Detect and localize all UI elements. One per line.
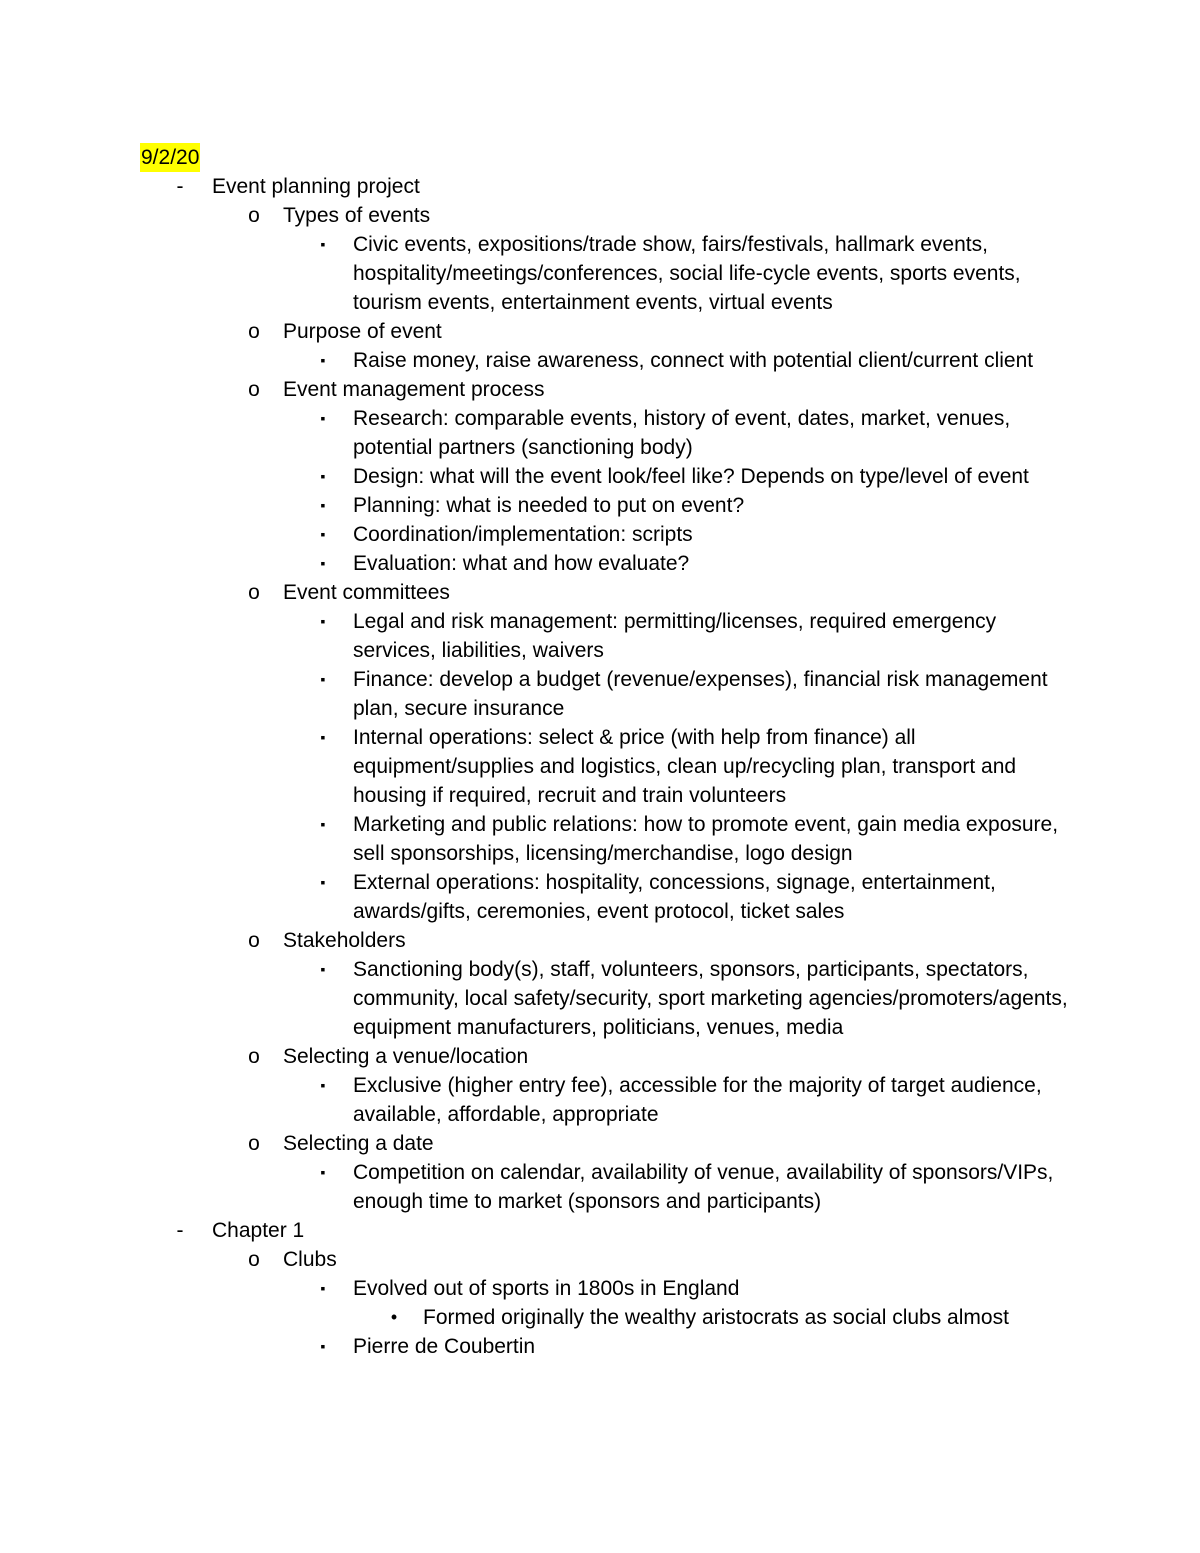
outline-item-text: Event planning project <box>212 175 420 198</box>
outline-item-text: Types of events <box>283 204 431 227</box>
outline-item-text: Evolved out of sports in 1800s in England <box>353 1277 740 1300</box>
outline-item-level-2 <box>0 1129 1200 1158</box>
outline-item-level-2 <box>0 201 1200 230</box>
outline-item-level-3 <box>0 1332 1200 1361</box>
outline-item-text: Finance: develop a budget (revenue/expenses), financial risk management plan, secure insurance <box>353 668 1048 720</box>
outline-item-level-2 <box>0 375 1200 404</box>
outline-item-level-3 <box>0 404 1200 462</box>
outline-item-text: Competition on calendar, availability of venue, availability of sponsors/VIPs, enough time to market (sponsors and participants) <box>353 1161 1054 1213</box>
outline-item-level-2 <box>0 1245 1200 1274</box>
bullet-marker: ▪ <box>320 961 326 977</box>
outline-item-level-3 <box>0 868 1200 926</box>
outline-item-level-3 <box>0 607 1200 665</box>
bullet-marker: ▪ <box>320 1077 326 1093</box>
bullet-marker: o <box>248 1248 260 1271</box>
outline-item-level-3 <box>0 491 1200 520</box>
outline-item-text: Pierre de Coubertin <box>353 1335 536 1358</box>
bullet-marker: ▪ <box>320 236 326 252</box>
outline-item-level-3 <box>0 462 1200 491</box>
outline-item-text: Coordination/implementation: scripts <box>353 523 693 546</box>
outline-item-text: External operations: hospitality, concessions, signage, entertainment, awards/gifts, ceremonies, event protocol, ticket sales <box>353 871 996 923</box>
bullet-marker: ▪ <box>320 352 326 368</box>
bullet-marker: o <box>248 204 260 227</box>
outline-item-text: Evaluation: what and how evaluate? <box>353 552 690 575</box>
outline-item-level-2 <box>0 317 1200 346</box>
bullet-marker: ▪ <box>320 1164 326 1180</box>
bullet-marker: o <box>248 320 260 343</box>
outline-item-text: Selecting a venue/location <box>283 1045 529 1068</box>
outline-item-text: Research: comparable events, history of event, dates, market, venues, potential partners (sanctioning body) <box>353 407 1011 459</box>
bullet-marker: ▪ <box>320 497 326 513</box>
bullet-marker: o <box>248 378 260 401</box>
outline-item-text: Civic events, expositions/trade show, fairs/festivals, hallmark events, hospitality/meetings/conferences, social life-cycle events, sports events, tourism events, entertainment events, virtual events <box>353 233 1021 314</box>
outline-item-level-3 <box>0 346 1200 375</box>
outline-item-text: Stakeholders <box>283 929 406 952</box>
outline-item-level-3 <box>0 1274 1200 1303</box>
outline-item-level-2 <box>0 1042 1200 1071</box>
outline-item-text: Event management process <box>283 378 545 401</box>
outline-item-text: Clubs <box>283 1248 337 1271</box>
outline-item-text: Raise money, raise awareness, connect with potential client/current client <box>353 349 1034 372</box>
outline-item-text: Chapter 1 <box>212 1219 305 1242</box>
outline-list <box>0 172 1200 1361</box>
outline-item-text: Sanctioning body(s), staff, volunteers, sponsors, participants, spectators, community, local safety/security, sport marketing agencies/promoters/agents, equipment manufacturers, politicians, venues, media <box>353 958 1068 1039</box>
bullet-marker: ▪ <box>320 468 326 484</box>
outline-item-level-3 <box>0 520 1200 549</box>
outline-item-text: Exclusive (higher entry fee), accessible for the majority of target audience, available, affordable, appropriate <box>353 1074 1042 1126</box>
outline-item-level-3 <box>0 1071 1200 1129</box>
bullet-marker: ▪ <box>320 526 326 542</box>
outline-item-text: Purpose of event <box>283 320 442 343</box>
outline-item-level-1 <box>0 172 1200 201</box>
bullet-marker: o <box>248 929 260 952</box>
outline-item-text: Formed originally the wealthy aristocrats as social clubs almost <box>423 1306 1009 1329</box>
bullet-marker: o <box>248 581 260 604</box>
outline-item-level-3 <box>0 955 1200 1042</box>
outline-item-text: Event committees <box>283 581 450 604</box>
outline-item-level-4 <box>0 1303 1200 1332</box>
outline-item-level-1 <box>0 1216 1200 1245</box>
outline-item-level-3 <box>0 549 1200 578</box>
outline-item-level-3 <box>0 1158 1200 1216</box>
bullet-marker: o <box>248 1045 260 1068</box>
outline-item-text: Selecting a date <box>283 1132 434 1155</box>
bullet-marker: ▪ <box>320 555 326 571</box>
outline-item-text: Marketing and public relations: how to promote event, gain media exposure, sell sponsorships, licensing/merchandise, logo design <box>353 813 1059 865</box>
outline-item-level-3 <box>0 230 1200 317</box>
outline-item-text: Design: what will the event look/feel like? Depends on type/level of event <box>353 465 1029 488</box>
outline-item-text: Internal operations: select & price (with help from finance) all equipment/supplies and logistics, clean up/recycling plan, transport and housing if required, recruit and train volunteers <box>353 726 1017 807</box>
bullet-marker: - <box>176 175 184 198</box>
outline-item-level-3 <box>0 810 1200 868</box>
outline-item-level-3 <box>0 665 1200 723</box>
outline-item-text: Legal and risk management: permitting/licenses, required emergency services, liabilities, waivers <box>353 610 997 662</box>
outline-item-level-2 <box>0 578 1200 607</box>
outline-item-level-2 <box>0 926 1200 955</box>
bullet-marker: ▪ <box>320 410 326 426</box>
bullet-marker: ▪ <box>320 671 326 687</box>
date-heading: 9/2/20 <box>140 143 200 172</box>
bullet-marker: ▪ <box>320 613 326 629</box>
bullet-marker: ▪ <box>320 816 326 832</box>
bullet-marker: - <box>176 1219 184 1242</box>
bullet-marker: • <box>390 1307 398 1327</box>
bullet-marker: o <box>248 1132 260 1155</box>
bullet-marker: ▪ <box>320 1280 326 1296</box>
bullet-marker: ▪ <box>320 729 326 745</box>
outline-item-text: Planning: what is needed to put on event? <box>353 494 745 517</box>
bullet-marker: ▪ <box>320 874 326 890</box>
outline-item-level-3 <box>0 723 1200 810</box>
bullet-marker: ▪ <box>320 1338 326 1354</box>
